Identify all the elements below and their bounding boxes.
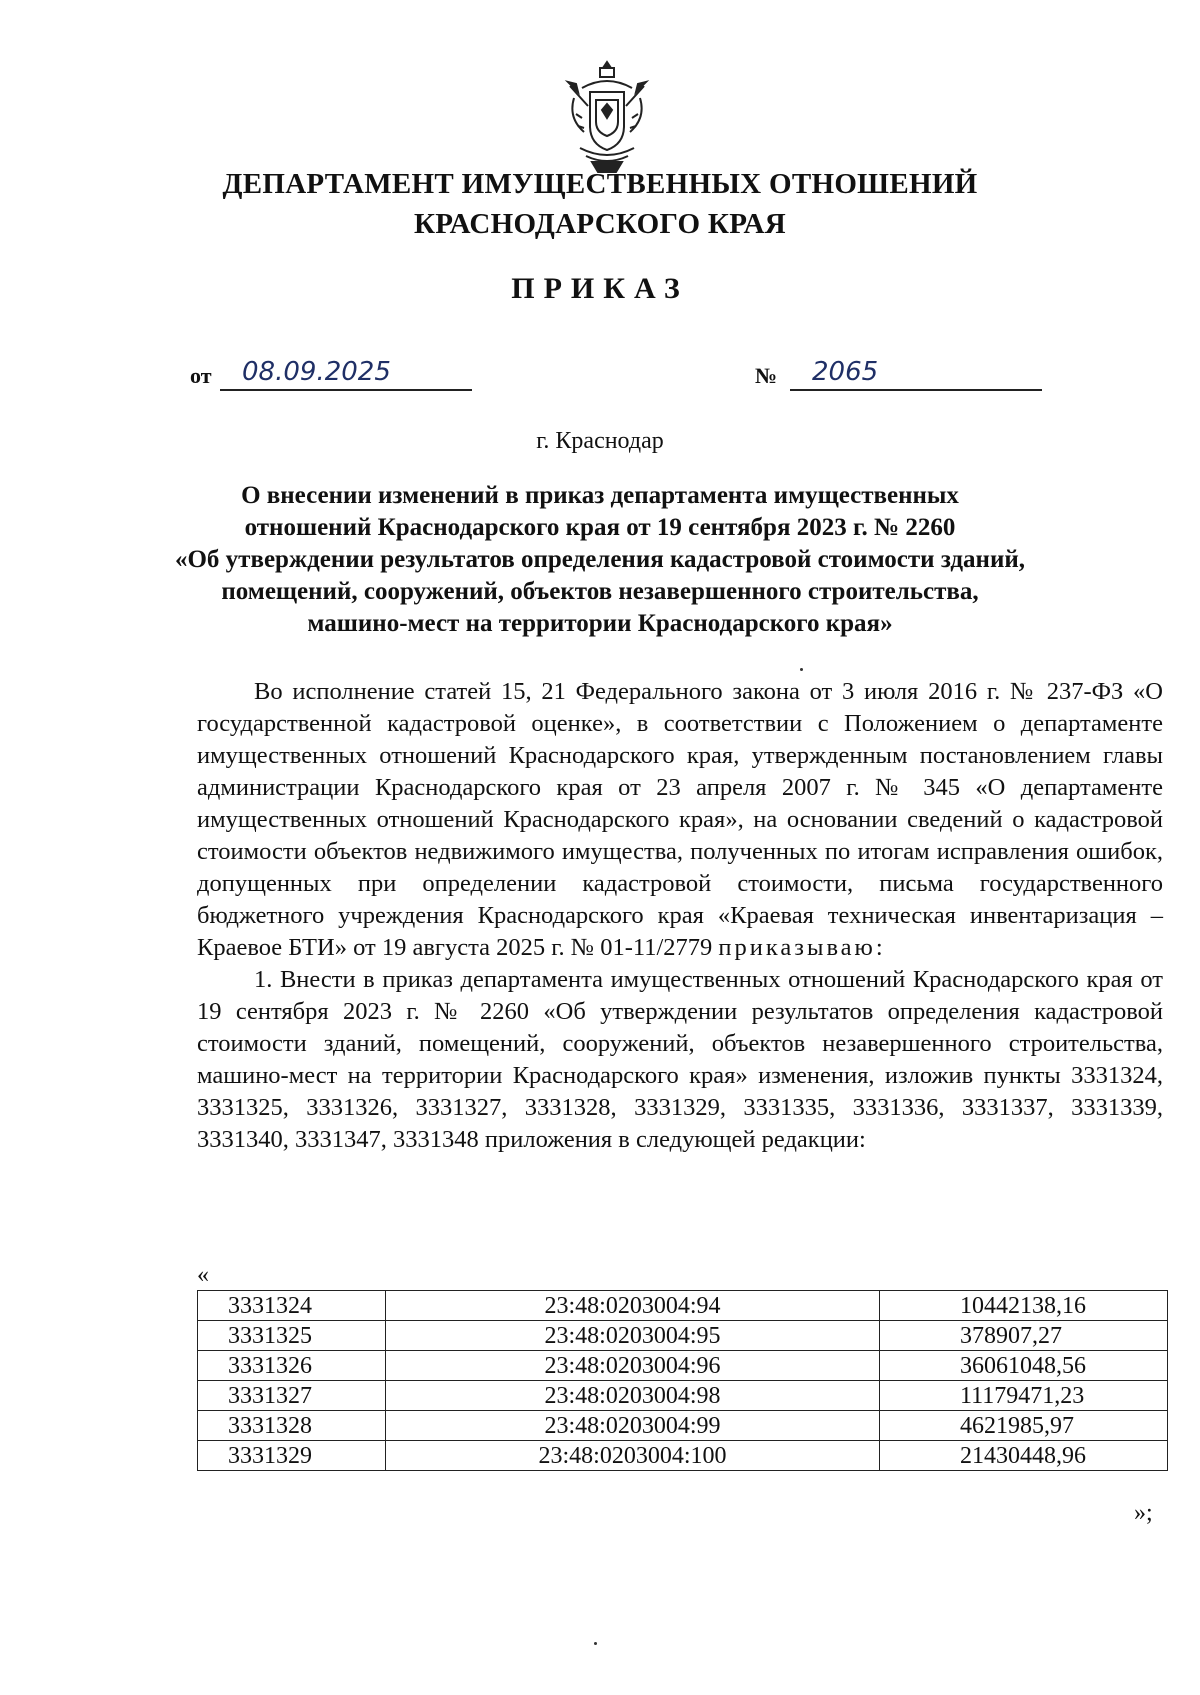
table-cell-value: 4621985,97	[880, 1411, 1168, 1441]
quote-close: »;	[1134, 1500, 1153, 1526]
amendment-table	[197, 1290, 1168, 1471]
table-cell-item: 3331324	[198, 1291, 386, 1321]
table-cell-value: 10442138,16	[880, 1291, 1168, 1321]
table-cell-cadastral-number: 23:48:0203004:95	[386, 1321, 880, 1351]
coat-of-arms-icon	[562, 58, 652, 178]
table-cell-item: 3331326	[198, 1351, 386, 1381]
quote-open: «	[197, 1262, 209, 1288]
title-line: помещений, сооружений, объектов незавершенного строительства,	[221, 578, 979, 605]
scan-speck	[800, 668, 803, 671]
order-word: приказываю:	[718, 934, 886, 961]
number-label: №	[755, 363, 778, 388]
table-cell-item: 3331325	[198, 1321, 386, 1351]
table-cell-item: 3331329	[198, 1441, 386, 1471]
table-cell-item: 3331327	[198, 1381, 386, 1411]
title-line: машино-мест на территории Краснодарского края»	[307, 610, 893, 637]
document-type: ПРИКАЗ	[511, 272, 689, 305]
table-cell-value: 11179471,23	[880, 1381, 1168, 1411]
date-label: от	[190, 363, 212, 388]
table-cell-cadastral-number: 23:48:0203004:100	[386, 1441, 880, 1471]
item-1-paragraph: 1. Внести в приказ департамента имущественных отношений Краснодарского края от 19 сентября 2023 г. № 2260 «Об утверждении результатов определения кадастровой стоимости зданий, помещений, сооружений, объектов незавершенного строительства, машино-мест на территории Краснодарского края» изменения, изложив пункты 3331324, 3331325, 3331326, 3331327, 3331328, 3331329, 3331335, 3331336, 3331337, 3331339, 3331340, 3331347, 3331348 приложения в следующей редакции:	[197, 966, 1163, 1153]
table-row	[198, 1411, 1168, 1441]
table-row	[198, 1381, 1168, 1411]
preamble-paragraph	[197, 676, 1163, 964]
table-row	[198, 1321, 1168, 1351]
date-handwritten: 08.09.2025	[220, 355, 472, 391]
table-cell-value: 378907,27	[880, 1321, 1168, 1351]
table-cell-value: 21430448,96	[880, 1441, 1168, 1471]
table-row	[198, 1441, 1168, 1471]
date-number-row	[190, 355, 1050, 395]
title-line: отношений Краснодарского края от 19 сентября 2023 г. № 2260	[244, 514, 956, 541]
number-handwritten: 2065	[790, 355, 1042, 391]
table-row	[198, 1351, 1168, 1381]
org-name-line-1: ДЕПАРТАМЕНТ ИМУЩЕСТВЕННЫХ ОТНОШЕНИЙ	[222, 168, 978, 200]
scan-speck	[594, 1642, 597, 1645]
table-cell-item: 3331328	[198, 1411, 386, 1441]
document-title	[0, 480, 1200, 640]
city: г. Краснодар	[536, 428, 664, 454]
title-line: О внесении изменений в приказ департамента имущественных	[241, 482, 959, 509]
table-row	[198, 1291, 1168, 1321]
table-cell-cadastral-number: 23:48:0203004:98	[386, 1381, 880, 1411]
org-name-line-2: КРАСНОДАРСКОГО КРАЯ	[413, 208, 787, 240]
table-cell-cadastral-number: 23:48:0203004:96	[386, 1351, 880, 1381]
title-line: «Об утверждении результатов определения кадастровой стоимости зданий,	[174, 546, 1026, 573]
preamble-text: Во исполнение статей 15, 21 Федерального закона от 3 июля 2016 г. № 237-ФЗ «О государственной кадастровой оценке», в соответствии с Положением о департаменте имущественных отношений Краснодарского края, утвержденным постановлением главы администрации Краснодарского края от 23 апреля 2007 г. № 345 «О департаменте имущественных отношений Краснодарского края», на основании сведений о кадастровой стоимости объектов недвижимого имущества, полученных по итогам исправления ошибок, допущенных при определении кадастровой стоимости, письма государственного бюджетного учреждения Краснодарского края «Краевая техническая инвентаризация – Краевое БТИ» от 19 августа 2025 г. № 01-11/2779	[197, 678, 1163, 961]
table-cell-cadastral-number: 23:48:0203004:94	[386, 1291, 880, 1321]
table-cell-cadastral-number: 23:48:0203004:99	[386, 1411, 880, 1441]
table-cell-value: 36061048,56	[880, 1351, 1168, 1381]
document-body	[197, 676, 1163, 1156]
